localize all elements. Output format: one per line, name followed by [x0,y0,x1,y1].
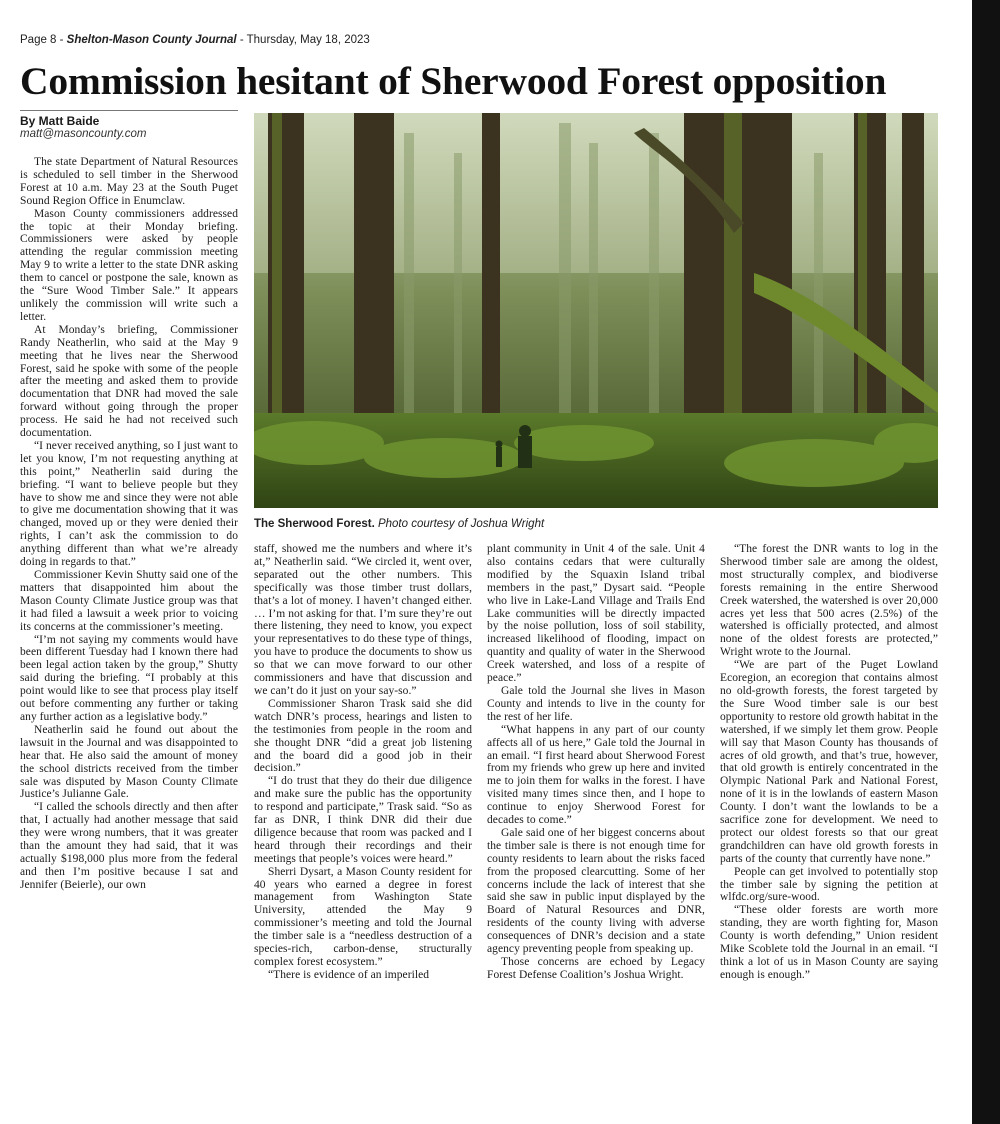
byline-author: By Matt Baide [20,114,100,128]
article-column-2 [254,543,472,1116]
caption-title: The Sherwood Forest. [254,518,375,530]
paragraph: plant community in Unit 4 of the sale. Unit 4 also contains cedars that were culturally modified by the Squaxin Island tribal members in the past,” Dysart said. “People who live in Lake-Land Village and Trails End Lake communities will be directly impacted by the noise pollution, loss of soil stability, increased likelihood of flooding, impact on quantity and quality of water in the Sherwood Creek watershed, and loss of a respite of peace.” [487,543,705,685]
dark-edge-strip [972,0,1000,1124]
paragraph: “I’m not saying my comments would have been different Tuesday had I known there had been legal action taken by the group,” Shutty said during the briefing. “I probably at this point would like to see that process play itself out before commenting any further or taking any further action as a legislative body.” [20,633,238,723]
paragraph: Gale said one of her biggest concerns about the timber sale is there is not enough time for county residents to learn about the risks faced from the proposed clearcutting. Some of her concerns include the lack of interest that she said she saw in public input displayed by the Board of Natural Resources and DNR, residents of the county living with adverse consequences of DNR’s decision and a state agency preventing people from speaking up. [487,826,705,956]
paragraph: Those concerns are echoed by Legacy Forest Defense Coalition’s Joshua Wright. [487,956,705,981]
caption-credit: Photo courtesy of Joshua Wright [374,518,545,530]
forest-illustration [254,113,938,508]
paragraph: “We are part of the Puget Lowland Ecoregion, an ecoregion that contains almost no old-growth forests, the forest targeted by the Sure Wood timber sale is our best opportunity to restore old growth habitat in the watershed, if we simply let them grow. People will say that Mason County has thousands of acres of old growth, and that’s true, however, that old growth is entirely concentrated in the Olympic National Park and National Forest, none of it is in the lowlands of eastern Mason County. I don’t want the lowlands to be a sacrifice zone for development. We need to protect our oldest forests so that our great grandchildren can have old growth forests in parts of the county that currently have none.” [720,659,938,865]
paragraph: Sherri Dysart, a Mason County resident for 40 years who earned a degree in forest management from Washington State University, attended the May 9 commissioner’s meeting and told the Journal the timber sale is a “needless destruction of a species-rich, carbon-dense, structurally complex forest ecosystem.” [254,865,472,968]
paragraph: People can get involved to potentially stop the timber sale by signing the petition at wlfdc.org/sure-wood. [720,865,938,904]
paragraph: “There is evidence of an imperiled [268,968,430,981]
headline: Commission hesitant of Sherwood Forest opposition [20,59,887,103]
paragraph: staff, showed me the numbers and where it’s at,” Neatherlin said. “We circled it, went over, separated out the other numbers. This specifically was those timber trust dollars, that’s a lot of money. I haven’t changed either. … I’m not asking for that. I’m sure they’re out there listening, they need to know, you expect your representatives to do these type of things, you have to produce the documents to show us so that we can move forward to our other commissioners and have that discussion and we can’t do it just on your say-so.” [254,543,472,697]
issue-date: - Thursday, May 18, 2023 [236,34,370,46]
byline-email: matt@masoncounty.com [20,128,147,140]
paragraph: At Monday’s briefing, Commissioner Randy Neatherlin, who said at the May 9 meeting that he lives near the Sherwood Forest, said he spoke with some of the people after the meeting and asked them to provide documentation that DNR had moved the sale forward without going through the proper process. He said he had not received such documentation. [20,323,238,440]
byline-rule [20,110,238,111]
article-column-4 [720,543,938,1116]
forest-photo [254,113,938,508]
paragraph: Neatherlin said he found out about the lawsuit in the Journal and was disappointed to hear that. He also said the amount of money the school districts received from the timber sale was disputed by Mason County Climate Justice’s Julianne Gale. [20,723,238,801]
photo-caption [254,518,938,530]
paragraph: “The forest the DNR wants to log in the Sherwood timber sale are among the oldest, most structurally complex, and biodiverse forests remaining in the entire Sherwood Creek watershed, the watershed is over 20,000 acres yet less that 500 acres (2.5%) of the watershed is officially protected, and almost none of the oldest forests are protected,” Wright wrote to the Journal. [720,543,938,659]
publication-name: Shelton-Mason County Journal [66,34,237,46]
page-number: Page 8 - [20,34,67,46]
paragraph: “I called the schools directly and then after that, I actually had another message that said they were wrong numbers, that it was greater than the amount they had said, that it was actually $198,000 plus more from the federal and then I’m positive because I sat and Jennifer (Beierle), our own [20,801,238,891]
paragraph: “I do trust that they do their due diligence and make sure the public has the opportunity to respond and participate,” Trask said. “So as far as DNR, I think DNR did their due diligence because that room was packed and I heard through their recordings and their meetings that people’s voices were heard.” [254,775,472,865]
paragraph: Gale told the Journal she lives in Mason County and intends to live in the county for the rest of her life. [487,684,705,723]
paragraph: Commissioner Sharon Trask said she did watch DNR’s process, hearings and listen to the testimonies from people in the room and she thought DNR “did a great job listening and the board did a good job in their decision.” [254,697,472,775]
paragraph: “I never received anything, so I just want to let you know, I’m not requesting anything at this point,” Neatherlin said during the briefing. “I want to believe people but they have to show me and since they were not able to give me documentation showing that it was changed, moved up or they were denied their rights, I can’t ask the commission to do anything different than what we’re already doing in regards to that.” [20,439,238,569]
paragraph: Mason County commissioners addressed the topic at their Monday briefing. Commissioners were asked by people attending the regular commission meeting May 9 to write a letter to the state DNR asking them to cancel or postpone the sale, known as the “Sure Wood Timber Sale.” It appears unlikely the commission will write such a letter. [20,207,238,323]
newspaper-page [20,0,960,1124]
paragraph: “These older forests are worth more standing, they are worth fighting for, Mason County is worth defending,” Union resident Mike Scoblete told the Journal in an email. “I think a lot of us in Mason County are saying enough is enough.” [720,904,938,981]
article-column-3 [487,543,705,1116]
page-folio [20,34,370,46]
article-column-1 [20,156,238,1116]
paragraph: The state Department of Natural Resources is scheduled to sell timber in the Sherwood Forest at 10 a.m. May 23 at the South Puget Sound Region Office in Enumclaw. [20,156,238,207]
paragraph: Commissioner Kevin Shutty said one of the matters that disappointed him about the Mason County Climate Justice group was that it had filed a lawsuit a week prior to voicing its concerns at the commissioner’s meeting. [20,569,238,633]
paragraph: “What happens in any part of our county affects all of us here,” Gale told the Journal in an email. “I first heard about Sherwood Forest from my friends who grew up here and invited me to join them for walks in the forest. I have visited many times since then, and I hope to continue to enjoy Sherwood Forest for decades to come.” [487,723,705,827]
